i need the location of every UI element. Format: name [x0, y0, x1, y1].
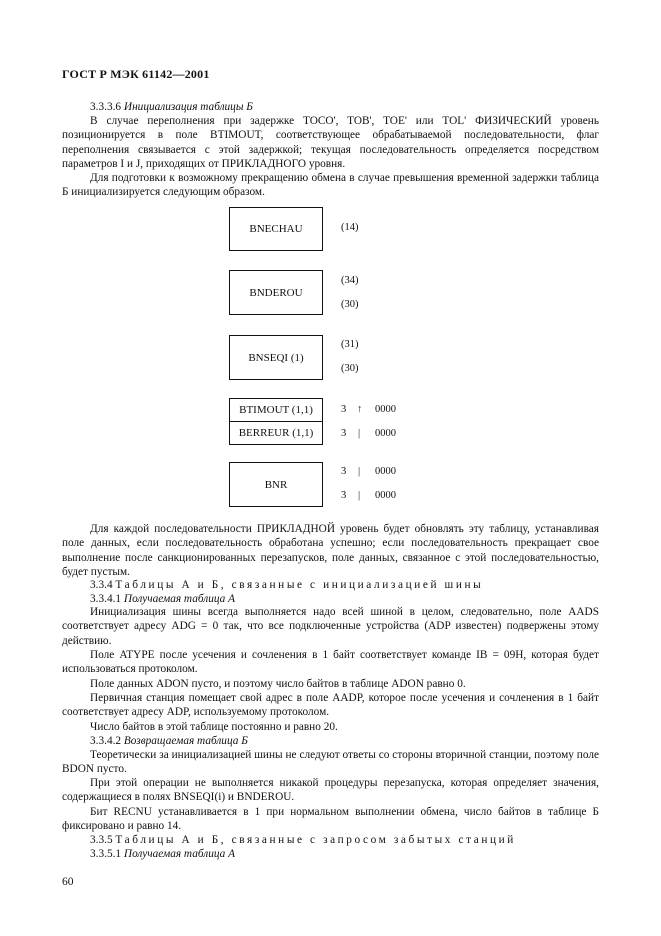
paragraph-byte-count: Число байтов в этой таблице постоянно и равно 20. [90, 721, 338, 733]
paragraph-no-restart: При этой операции не выполняется никакой процедуры перезапуска, которая определяет значения, содержащиеся в полях BNSEQI(i) и BNDEROU. [62, 777, 599, 804]
btimout-value-zero: 0000 [375, 404, 396, 415]
field-bnechau: BNECHAU [229, 207, 323, 251]
berreur-value-3: 3 [341, 428, 347, 439]
paragraph-recnu: Бит RECNU устанавливается в 1 при нормальном выполнении обмена, число байтов в таблице Б фиксировано и равно 14. [62, 806, 599, 833]
section-number: 3.3.4.1 [90, 593, 122, 605]
paragraph-no-response: Теоретически за инициализацией шины не следуют ответы со стороны вторичной станции, поэтому поле BDON пусто. [62, 749, 599, 776]
section-title: Возвращаемая таблица Б [123, 735, 248, 747]
paragraph-bus-init: Инициализация шины всегда выполняется надо всей шиной в целом, следовательно, поле AADS соответствует адресу ADG = 0 так, что все подключенные устройства (ADP известен) подвержены этому действию. [62, 606, 599, 647]
section-title: Получаемая таблица А [123, 593, 236, 605]
bnseqi-count-2: (30) [341, 363, 359, 374]
bnr-value-zero-a: 0000 [375, 466, 396, 477]
bnr-value-3-b: 3 [341, 490, 347, 501]
page-number: 60 [62, 876, 74, 888]
heading-3-3-5 [62, 833, 599, 847]
field-btimout: BTIMOUT (1,1) [229, 398, 323, 422]
section-title: Таблицы А и Б, связанные с инициализацией шины [115, 579, 484, 591]
section-number: 3.3.5.1 [90, 848, 122, 860]
heading-3-3-3-6 [62, 100, 599, 114]
btimout-value-3: 3 [341, 404, 347, 415]
bnechau-count: (14) [341, 222, 359, 233]
paragraph-aadp: Первичная станция помещает свой адрес в поле AADP, которое после усечения и сочленения в 1 байт соответствует адресу ADP, используемому протоколом. [62, 692, 599, 719]
section-number: 3.3.5 [90, 834, 113, 846]
heading-3-3-4 [62, 578, 599, 592]
section-number: 3.3.3.6 [90, 101, 122, 113]
section-title: Инициализация таблицы Б [123, 101, 253, 113]
bnr-value-zero-b: 0000 [375, 490, 396, 501]
paragraph-overflow: В случае переполнения при задержке TOCO', TOB', TOE' или TOL' ФИЗИЧЕСКИЙ уровень позиционируется в поле BTIMOUT, соответствующее обрабатываемой последовательности, флаг переполнения связывается с этой задержкой; текущая последовательность определяется посредством параметров I и J, приходящих от ПРИКЛАДНОГО уровня. [62, 115, 599, 170]
section-title: Получаемая таблица А [123, 848, 236, 860]
field-bnderou: BNDEROU [229, 270, 323, 315]
bnr-marker-a: | [358, 466, 361, 477]
running-header: ГОСТ Р МЭК 61142—2001 [62, 67, 210, 81]
field-bnr: BNR [229, 462, 323, 507]
section-title: Таблицы А и Б, связанные с запросом забытых станций [115, 834, 516, 846]
bnr-marker-b: | [358, 490, 361, 501]
paragraph-preparation: Для подготовки к возможному прекращению обмена в случае превышения временной задержки таблица Б инициализируется следующим образом. [62, 172, 599, 199]
btimout-marker: ↑ [357, 404, 363, 415]
bnderou-count-1: (34) [341, 275, 359, 286]
field-berreur: BERREUR (1,1) [229, 421, 323, 445]
bnderou-count-2: (30) [341, 299, 359, 310]
paragraph-application-update: Для каждой последовательности ПРИКЛАДНОЙ уровень будет обновлять эту таблицу, устанавливая поле данных, если последовательность обработана успешно; если последовательность прекращает свое выполнение после санкционированных перезапусков, поле данных, связанное с этой последовательностью, будет пустым. [62, 523, 599, 578]
paragraph-adon: Поле данных ADON пусто, и поэтому число байтов в таблице ADON равно 0. [90, 678, 466, 690]
section-number: 3.3.4.2 [90, 735, 122, 747]
field-bnseqi: BNSEQI (1) [229, 335, 323, 380]
section-number: 3.3.4 [90, 579, 113, 591]
berreur-marker: | [358, 428, 361, 439]
heading-3-3-4-2 [62, 734, 599, 748]
berreur-value-zero: 0000 [375, 428, 396, 439]
heading-3-3-5-1 [90, 847, 390, 861]
bnseqi-count-1: (31) [341, 339, 359, 350]
bnr-value-3-a: 3 [341, 466, 347, 477]
paragraph-atype: Поле ATYPE после усечения и сочленения в 1 байт соответствует команде IB = 09H, которая будет использоваться протоколом. [62, 649, 599, 676]
